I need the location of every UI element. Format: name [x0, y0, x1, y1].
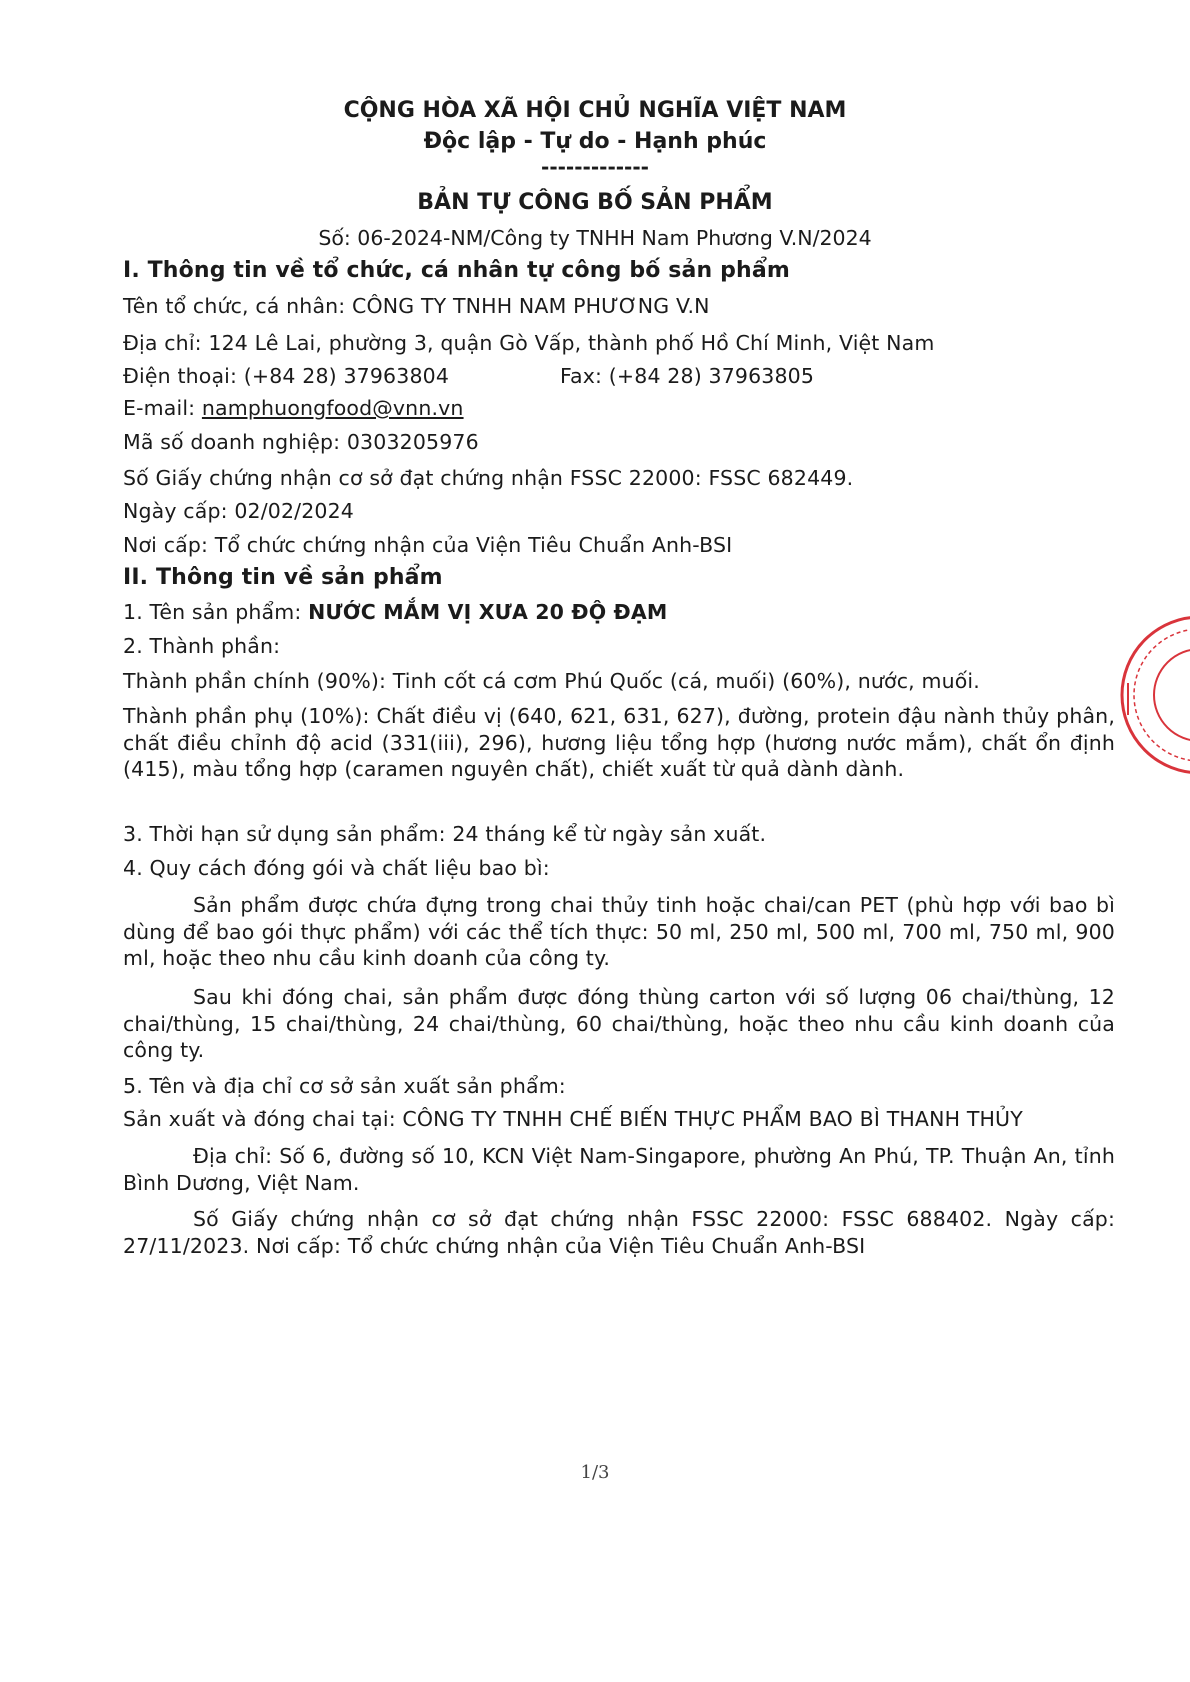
- certificate-number: Số Giấy chứng nhận cơ sở đạt chứng nhận FSSC 22000: FSSC 682449.: [123, 466, 854, 490]
- motto: Độc lập - Tự do - Hạnh phúc: [423, 129, 767, 154]
- seal-outer-ring: [1122, 617, 1190, 773]
- organization-name: Tên tổ chức, cá nhân: CÔNG TY TNHH NAM PHƯƠNG V.N: [123, 294, 710, 318]
- ingredients-label: 2. Thành phần:: [123, 634, 281, 658]
- manufacturer-certificate: Số Giấy chứng nhận cơ sở đạt chứng nhận FSSC 22000: FSSC 688402. Ngày cấp: 27/11/2023. Nơi cấp: Tổ chức chứng nhận của Viện Tiêu Chuẩn Anh-BSI: [123, 1207, 1115, 1258]
- fax-number: Fax: (+84 28) 37963805: [560, 364, 815, 388]
- header-separator: -------------: [541, 155, 649, 179]
- organization-address: Địa chỉ: 124 Lê Lai, phường 3, quận Gò Vấp, thành phố Hồ Chí Minh, Việt Nam: [123, 331, 935, 355]
- product-name-label: 1. Tên sản phẩm:: [123, 600, 309, 624]
- sub-ingredients: Thành phần phụ (10%): Chất điều vị (640, 621, 631, 627), đường, protein đậu nành thủy phân, chất điều chỉnh độ acid (331(iii), 296), hương liệu tổng hợp (hương nước mắm), chất ổn định (415), màu tổng hợp (caramen nguyên chất), chiết xuất từ quả dành dành.: [123, 704, 1115, 781]
- main-ingredients: Thành phần chính (90%): Tinh cốt cá cơm Phú Quốc (cá, muối) (60%), nước, muối.: [123, 669, 980, 693]
- document-title: BẢN TỰ CÔNG BỐ SẢN PHẨM: [417, 190, 773, 215]
- section-2-heading: II. Thông tin về sản phẩm: [123, 565, 443, 590]
- phone-number: Điện thoại: (+84 28) 37963804: [123, 364, 450, 388]
- manufacturer-name: Sản xuất và đóng chai tại: CÔNG TY TNHH CHẾ BIẾN THỰC PHẨM BAO BÌ THANH THỦY: [123, 1107, 1023, 1131]
- email-label: E-mail:: [123, 396, 202, 420]
- packaging-label: 4. Quy cách đóng gói và chất liệu bao bì:: [123, 856, 550, 880]
- packaging-description: Sản phẩm được chứa đựng trong chai thủy tinh hoặc chai/can PET (phù hợp với bao bì dùng để bao gói thực phẩm) với các thể tích thực: 50 ml, 250 ml, 500 ml, 700 ml, 750 ml, 900 ml, hoặc theo nhu cầu kinh doanh của công ty.: [123, 893, 1115, 970]
- manufacturer-label: 5. Tên và địa chỉ cơ sở sản xuất sản phẩm:: [123, 1074, 566, 1098]
- product-name-row: [123, 600, 667, 624]
- manufacturer-address: Địa chỉ: Số 6, đường số 10, KCN Việt Nam-Singapore, phường An Phú, TP. Thuận An, tỉnh Bình Dương, Việt Nam.: [123, 1144, 1115, 1195]
- seal-inner-ring: [1134, 629, 1190, 761]
- tax-code: Mã số doanh nghiệp: 0303205976: [123, 430, 479, 454]
- seal-center-ring: [1154, 649, 1190, 741]
- issuer: Nơi cấp: Tổ chức chứng nhận của Viện Tiêu Chuẩn Anh-BSI: [123, 533, 733, 557]
- company-seal-stamp: [1120, 605, 1190, 805]
- email-row: [123, 396, 464, 420]
- page-number: 1/3: [580, 1462, 610, 1483]
- shelf-life: 3. Thời hạn sử dụng sản phẩm: 24 tháng kể từ ngày sản xuất.: [123, 822, 767, 846]
- document-number: Số: 06-2024-NM/Công ty TNHH Nam Phương V.N/2024: [318, 226, 872, 250]
- product-name: NƯỚC MẮM VỊ XƯA 20 ĐỘ ĐẠM: [308, 600, 668, 624]
- carton-description: Sau khi đóng chai, sản phẩm được đóng thùng carton với số lượng 06 chai/thùng, 12 chai/thùng, 15 chai/thùng, 24 chai/thùng, 60 chai/thùng, hoặc theo nhu cầu kinh doanh của công ty.: [123, 985, 1115, 1062]
- section-1-heading: I. Thông tin về tổ chức, cá nhân tự công bố sản phẩm: [123, 258, 790, 283]
- issue-date: Ngày cấp: 02/02/2024: [123, 499, 354, 523]
- email-link[interactable]: namphuongfood@vnn.vn: [201, 396, 464, 420]
- country-header: CỘNG HÒA XÃ HỘI CHỦ NGHĨA VIỆT NAM: [343, 98, 847, 123]
